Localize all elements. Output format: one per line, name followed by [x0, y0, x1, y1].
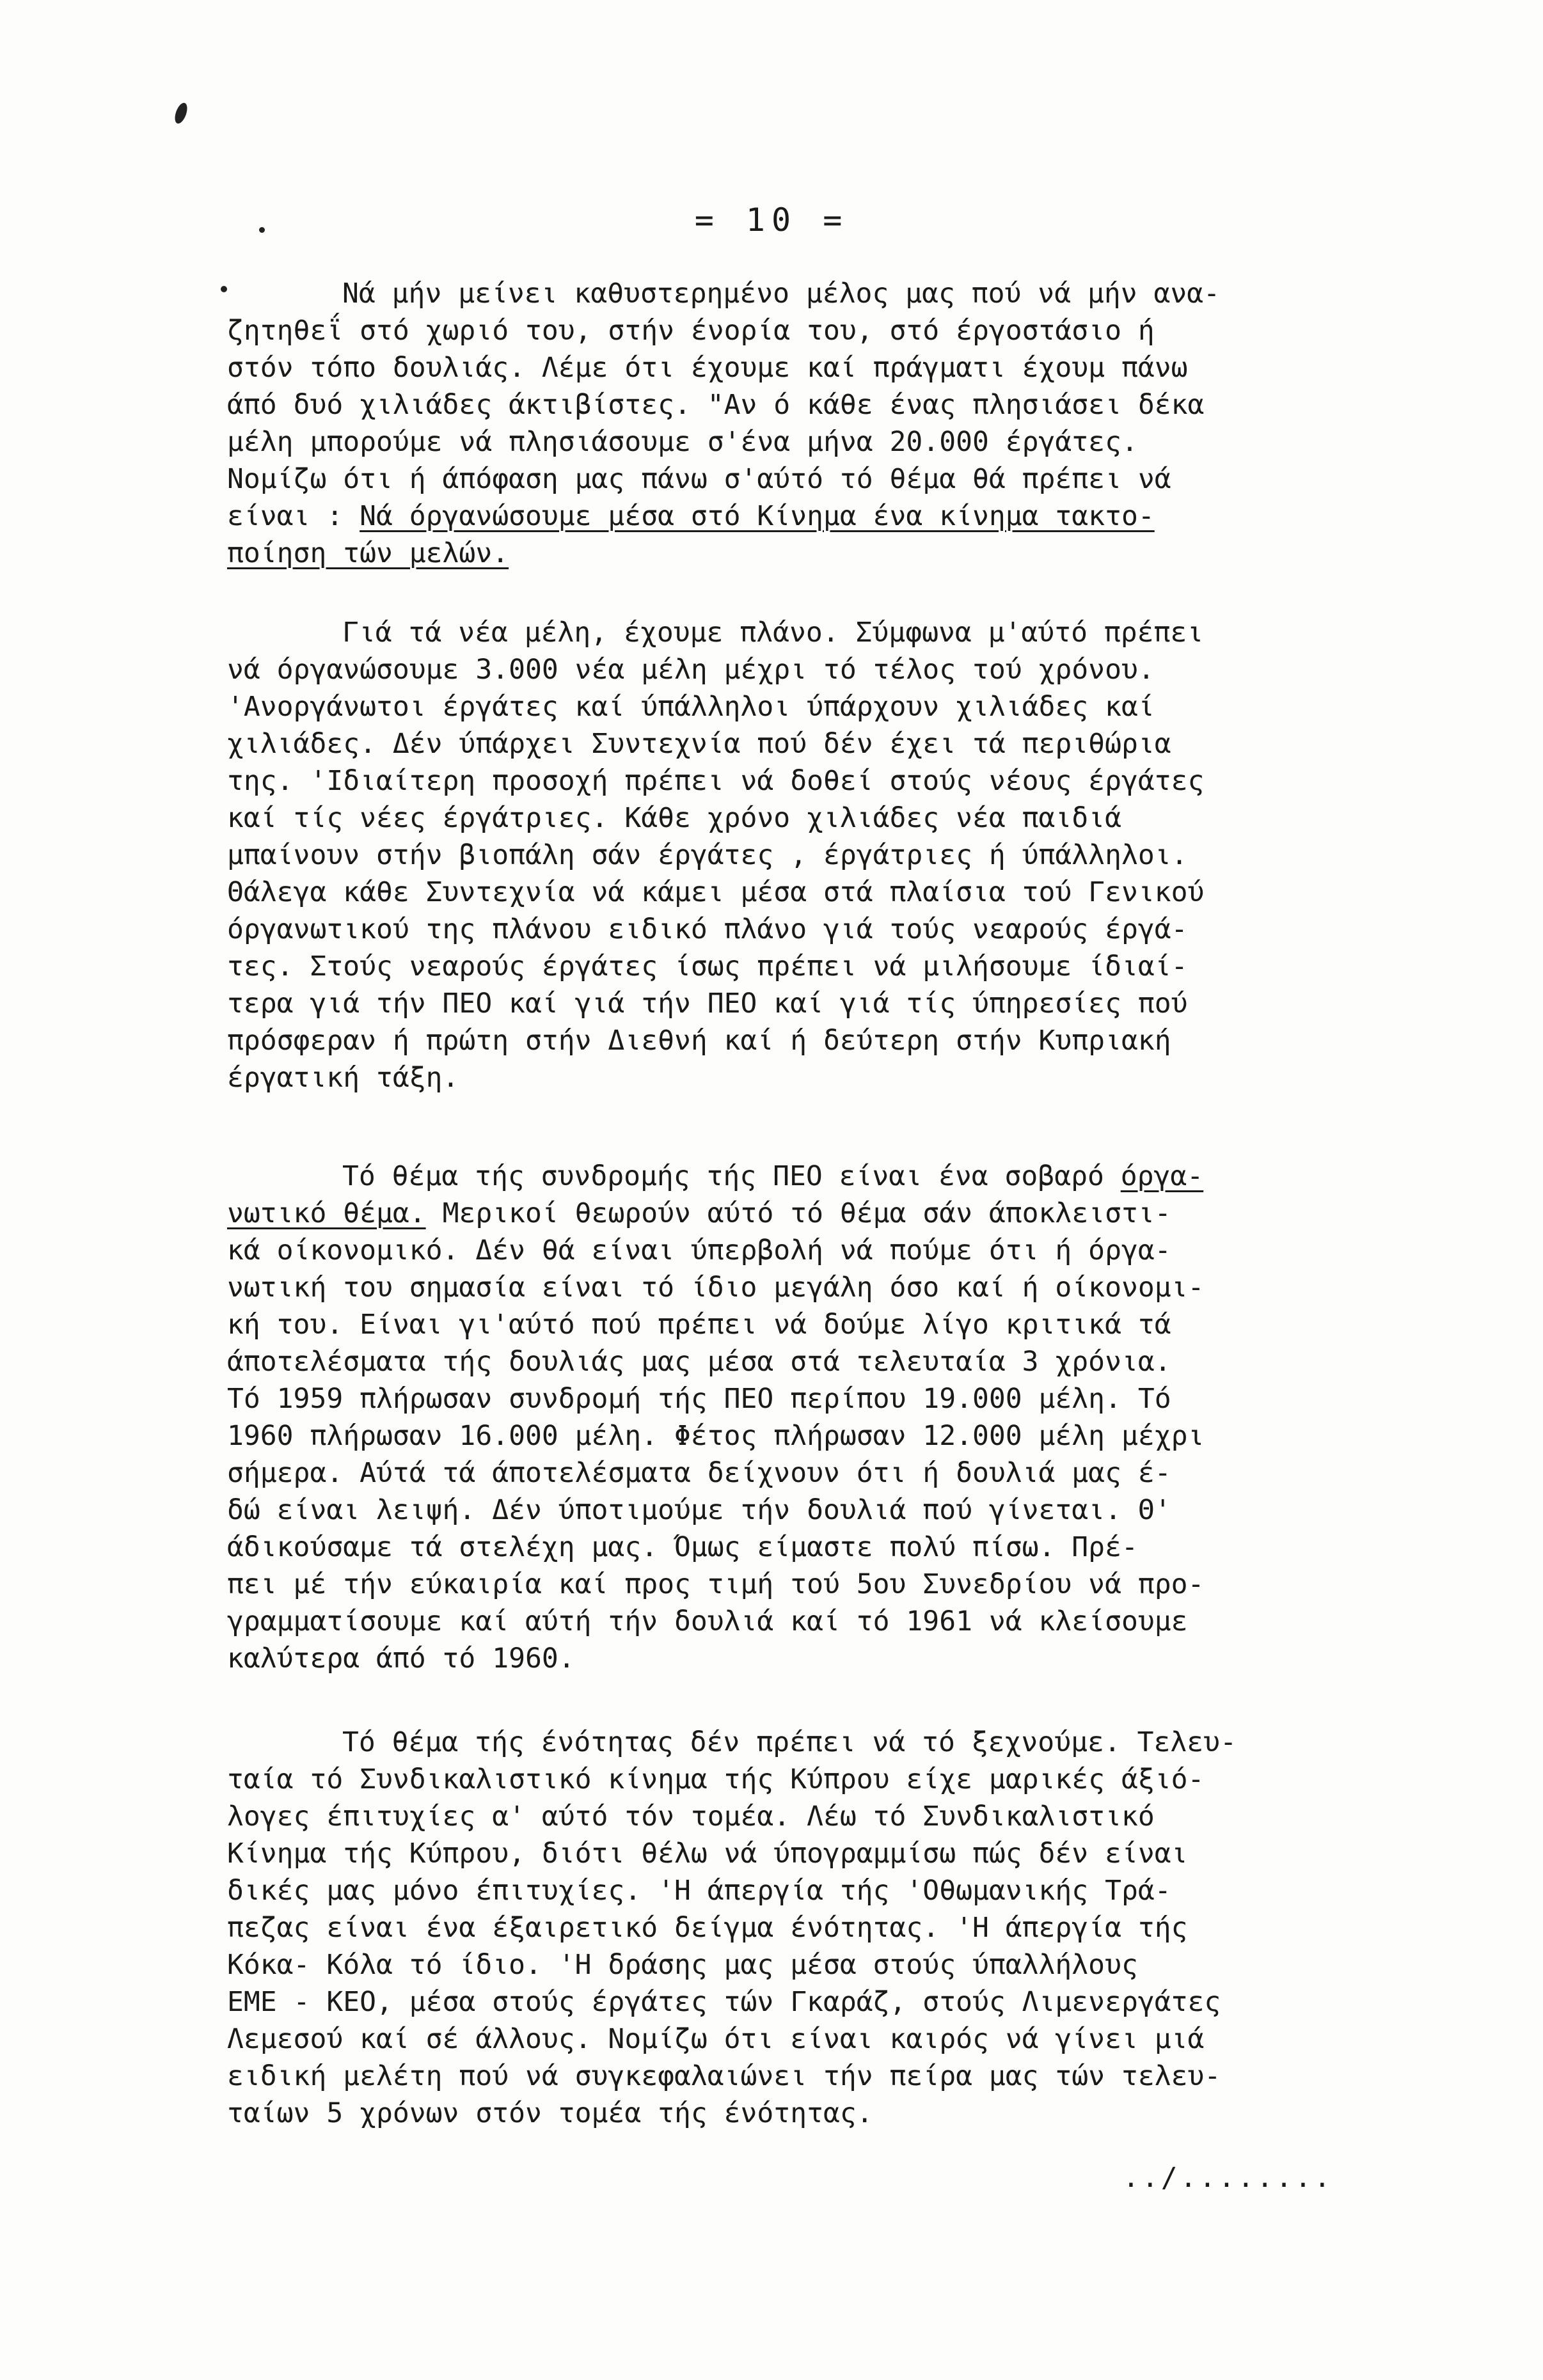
- text-line: της. 'Ιδιαίτερη προσοχή πρέπει νά δοθεί στούς νέους έργάτες: [227, 765, 1205, 797]
- text-fragment: Τό θέμα τής συνδρομής τής ΠΕΟ είναι ένα σοβαρό: [342, 1160, 1104, 1192]
- text-line: μέλη μπορούμε νά πλησιάσουμε σ'ένα μήνα 20.000 έργάτες.: [227, 426, 1138, 458]
- paragraph-2: [227, 614, 1411, 1096]
- text-line: άδικούσαμε τά στελέχη μας. Όμως είμαστε πολύ πίσω. Πρέ-: [227, 1531, 1138, 1563]
- text-line: δικές μας μόνο έπιτυχίες. 'Η άπεργία τής 'Οθωμανικής Τρά-: [227, 1875, 1171, 1907]
- text-line: σήμερα. Αύτά τά άποτελέσματα δείχνουν ότι ή δουλιά μας έ-: [227, 1457, 1171, 1489]
- text-line: δώ είναι λειψή. Δέν ύποτιμούμε τήν δουλιά πού γίνεται. Θ': [227, 1494, 1171, 1526]
- text-line: κά οίκονομικό. Δέν θά είναι ύπερβολή νά πούμε ότι ή όργα-: [227, 1234, 1171, 1266]
- text-line: καλύτερα άπό τό 1960.: [227, 1643, 575, 1675]
- underlined-phrase: νωτικό θέμα.: [227, 1197, 426, 1229]
- ink-mark: [173, 101, 190, 125]
- text-line: κή του. Είναι γι'αύτό πού πρέπει νά δούμε λίγο κριτικά τά: [227, 1309, 1171, 1341]
- text-line: χιλιάδες. Δέν ύπάρχει Συντεχνία πού δέν έχει τά περιθώρια: [227, 728, 1171, 760]
- text-line: [227, 1195, 1411, 1232]
- text-line: νωτική του σημασία είναι τό ίδιο μεγάλη όσο καί ή οίκονομι-: [227, 1272, 1205, 1304]
- text-line: 1960 πλήρωσαν 16.000 μέλη. Φέτος πλήρωσαν 12.000 μέλη μέχρι: [227, 1420, 1205, 1452]
- text-line: νά όργανώσουμε 3.000 νέα μέλη μέχρι τό τέλος τού χρόνου.: [227, 654, 1155, 686]
- text-line: Κίνημα τής Κύπρου, διότι θέλω νά ύπογραμμίσω πώς δέν είναι: [227, 1838, 1188, 1870]
- text-line: Νά μήν μείνει καθυστερημένο μέλος μας πού νά μήν ανα-: [342, 278, 1221, 310]
- text-line: πεζας είναι ένα έξαιρετικό δείγμα ένότητας. 'Η άπεργία τής: [227, 1912, 1188, 1944]
- paragraph-1: [227, 275, 1411, 572]
- continuation-marker: ../........: [1123, 2162, 1333, 2194]
- bullet-dot: [221, 286, 227, 292]
- text-line: ταία τό Συνδικαλιστικό κίνημα τής Κύπρου είχε μαρικές άξιό-: [227, 1763, 1205, 1795]
- text-line: Θάλεγα κάθε Συντεχνία νά κάμει μέσα στά πλαίσια τού Γενικού: [227, 876, 1205, 908]
- text-line: μπαίνουν στήν βιοπάλη σάν έργάτες , έργάτριες ή ύπάλληλοι.: [227, 839, 1188, 871]
- text-line: Λεμεσού καί σέ άλλους. Νομίζω ότι είναι καιρός νά γίνει μιά: [227, 2023, 1205, 2055]
- text-fragment: είναι :: [227, 500, 344, 532]
- text-line: όργανωτικού της πλάνου ειδικό πλάνο γιά τούς νεαρούς έργά-: [227, 913, 1188, 945]
- text-line: τες. Στούς νεαρούς έργάτες ίσως πρέπει νά μιλήσουμε ίδιαί-: [227, 950, 1188, 982]
- text-line: πει μέ τήν εύκαιρία καί προς τιμή τού 5ου Συνεδρίου νά προ-: [227, 1568, 1205, 1600]
- text-line: λογες έπιτυχίες α' αύτό τόν τομέα. Λέω τό Συνδικαλιστικό: [227, 1801, 1155, 1832]
- text-line: ζητηθεΐ στό χωριό του, στήν ένορία του, στό έργοστάσιο ή: [227, 315, 1155, 347]
- text-line: γραμματίσουμε καί αύτή τήν δουλιά καί τό 1961 νά κλείσουμε: [227, 1605, 1188, 1637]
- text-line: ειδική μελέτη πού νά συγκεφαλαιώνει τήν πείρα μας τών τελευ-: [227, 2060, 1221, 2092]
- text-line: [227, 1158, 1411, 1195]
- text-line: άπό δυό χιλιάδες άκτιβίστες. "Αν ό κάθε ένας πλησιάσει δέκα: [227, 389, 1205, 421]
- underlined-line: ποίηση τών μελών.: [227, 537, 509, 569]
- text-line: Τό 1959 πλήρωσαν συνδρομή τής ΠΕΟ περίπου 19.000 μέλη. Τό: [227, 1383, 1171, 1415]
- text-line: στόν τόπο δουλιάς. Λέμε ότι έχουμε καί πράγματι έχουμ πάνω: [227, 352, 1188, 384]
- text-line: έργατική τάξη.: [227, 1062, 459, 1094]
- text-fragment: Μερικοί θεωρούν αύτό τό θέμα σάν άποκλειστι-: [442, 1197, 1171, 1229]
- paragraph-4: [227, 1724, 1411, 2132]
- text-line: Γιά τά νέα μέλη, έχουμε πλάνο. Σύμφωνα μ'αύτό πρέπει: [342, 617, 1204, 649]
- text-line: [227, 498, 1411, 535]
- paragraph-3: [227, 1158, 1411, 1677]
- text-line: ταίων 5 χρόνων στόν τομέα τής ένότητας.: [227, 2097, 873, 2129]
- text-line: Κόκα- Κόλα τό ίδιο. 'Η δράσης μας μέσα στούς ύπαλλήλους: [227, 1949, 1138, 1981]
- underlined-phrase: Νά όργανώσουμε μέσα στό Κίνημα ένα κίνημα τακτο-: [360, 500, 1155, 532]
- text-line: 'Ανοργάνωτοι έργάτες καί ύπάλληλοι ύπάρχουν χιλιάδες καί: [227, 691, 1155, 723]
- text-line: πρόσφεραν ή πρώτη στήν Διεθνή καί ή δεύτερη στήν Κυπριακή: [227, 1025, 1171, 1057]
- text-line: Τό θέμα τής ένότητας δέν πρέπει νά τό ξεχνούμε. Τελευ-: [342, 1726, 1237, 1758]
- text-line: Νομίζω ότι ή άπόφαση μας πάνω σ'αύτό τό θέμα θά πρέπει νά: [227, 463, 1171, 495]
- text-line: τερα γιά τήν ΠΕΟ καί γιά τήν ΠΕΟ καί γιά τίς ύπηρεσίες πού: [227, 988, 1188, 1020]
- text-line: άποτελέσματα τής δουλιάς μας μέσα στά τελευταία 3 χρόνια.: [227, 1346, 1171, 1378]
- text-line: ΕΜΕ - ΚΕΟ, μέσα στούς έργάτες τών Γκαράζ, στούς Λιμενεργάτες: [227, 1986, 1221, 2018]
- text-line: καί τίς νέες έργάτριες. Κάθε χρόνο χιλιάδες νέα παιδιά: [227, 802, 1121, 834]
- page-number: = 10 =: [694, 201, 849, 239]
- underlined-phrase: όργα-: [1120, 1160, 1204, 1192]
